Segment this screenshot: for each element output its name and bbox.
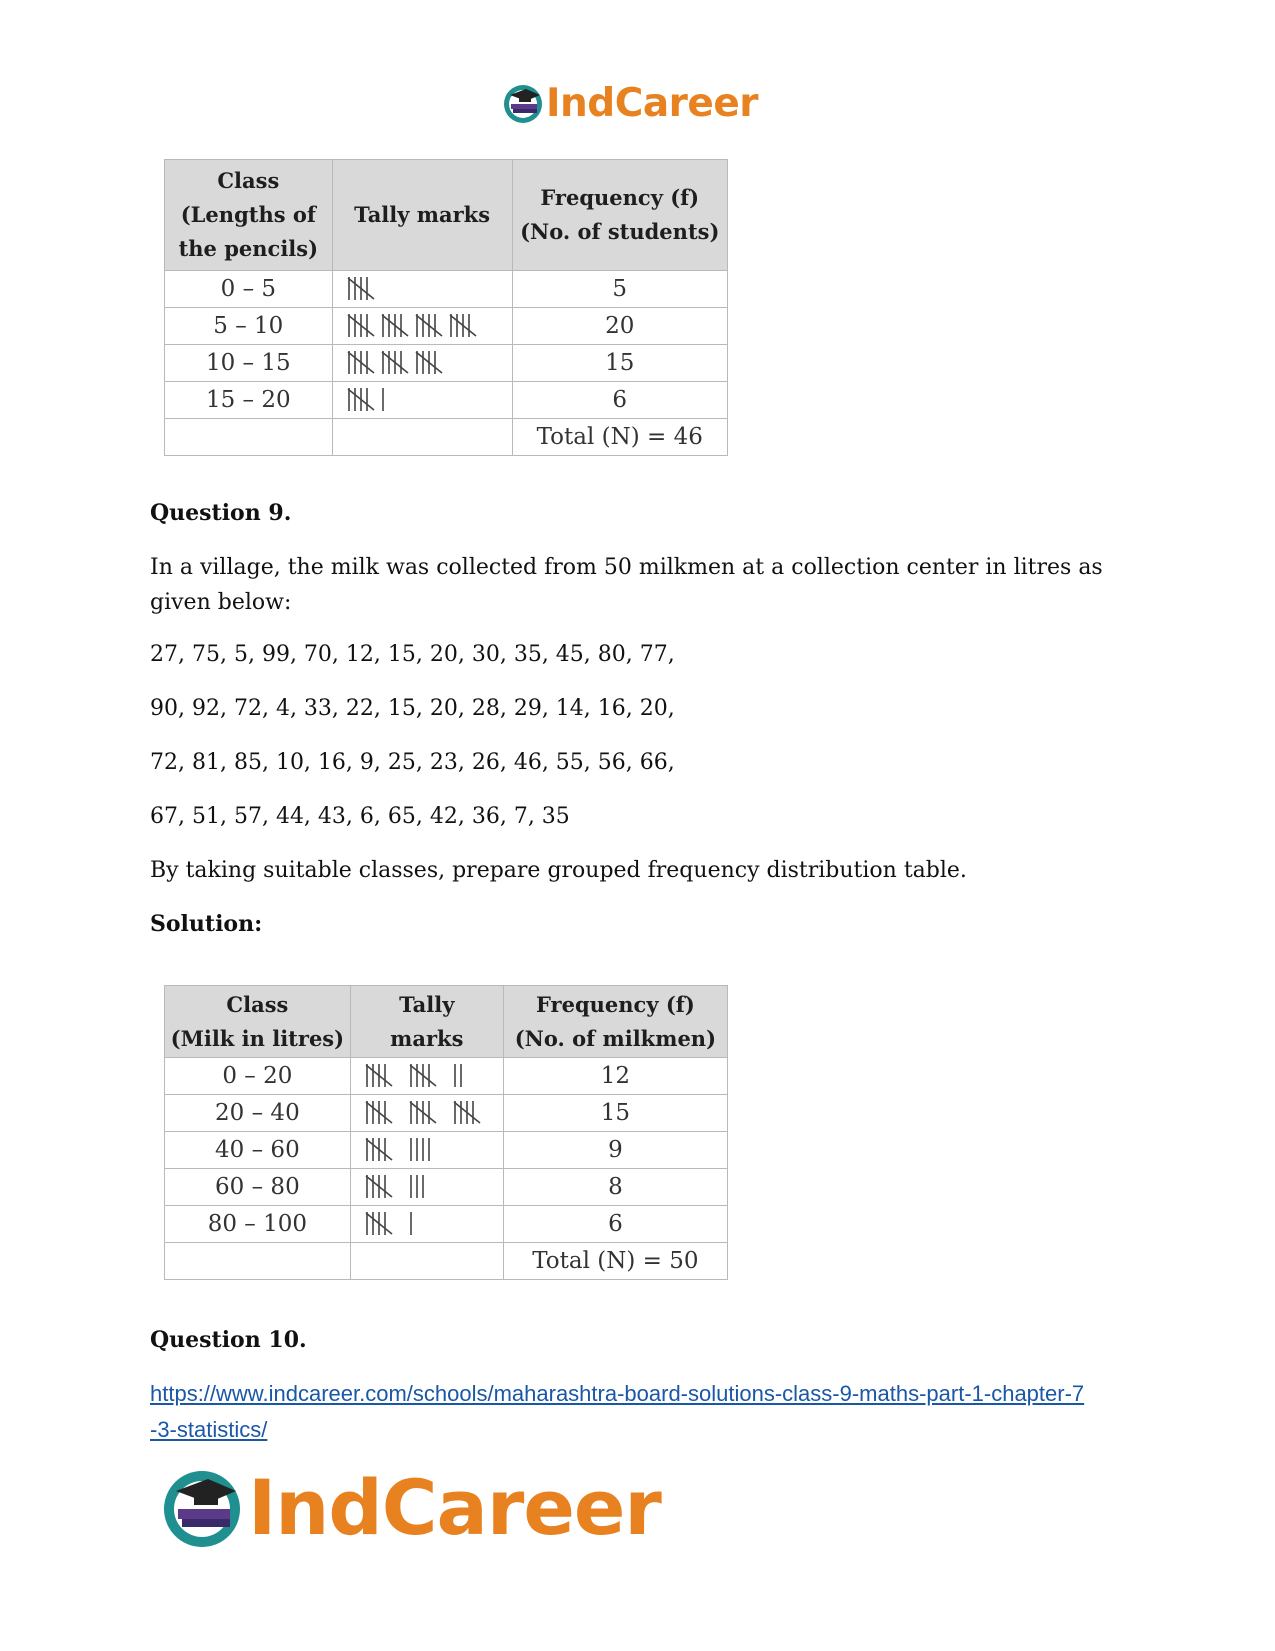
tally-marks-graphic [347,348,455,378]
question-9-text: In a village, the milk was collected from 50 milkmen at a collection center in litres as given below: [150,555,1103,615]
class-cell: 0 – 20 [165,1058,351,1095]
question-9-instruction: By taking suitable classes, prepare grouped frequency distribution table. [150,858,967,883]
tally-marks [350,1095,503,1132]
tally-marks [332,382,512,419]
frequency-cell: 15 [503,1095,727,1132]
frequency-cell: 9 [503,1132,727,1169]
class-cell: 60 – 80 [165,1169,351,1206]
empty-cell [165,1243,351,1280]
class-cell: 15 – 20 [165,382,333,419]
header-tally [350,986,503,1058]
pencil-lengths-frequency-table [164,159,728,456]
tally-marks-graphic [365,1061,471,1091]
total-row [165,1243,728,1280]
header-line: Frequency (f) [536,991,695,1017]
table-row [165,308,728,345]
tally-marks [332,308,512,345]
tally-marks-graphic [347,311,489,341]
header-line: (No. of students) [520,219,720,244]
tally-marks-graphic [365,1098,503,1128]
empty-cell [332,419,512,456]
class-cell: 40 – 60 [165,1132,351,1169]
frequency-cell: 15 [512,345,728,382]
indcareer-emblem-icon [160,1465,244,1549]
data-line: 72, 81, 85, 10, 16, 9, 25, 23, 26, 46, 55, 56, 66, [150,750,675,775]
tally-marks-graphic [347,274,387,304]
tally-marks [332,345,512,382]
indcareer-logo-top [502,80,758,126]
source-link-line[interactable]: -3-statistics/ [150,1417,268,1442]
empty-cell [165,419,333,456]
header-line: (No. of milkmen) [514,1025,717,1051]
header-line: Tally [399,991,455,1017]
class-cell: 5 – 10 [165,308,333,345]
question-9-heading: Question 9. [150,500,292,526]
frequency-cell: 8 [503,1169,727,1206]
data-line: 67, 51, 57, 44, 43, 6, 65, 42, 36, 7, 35 [150,804,570,829]
source-link[interactable] [150,1376,1140,1448]
class-cell: 0 – 5 [165,271,333,308]
tally-marks [350,1058,503,1095]
tally-marks [350,1132,503,1169]
table-row [165,1095,728,1132]
header-line: the pencils) [178,236,319,261]
header-tally [332,160,512,271]
header-class [165,986,351,1058]
frequency-cell: 6 [503,1206,727,1243]
data-line: 27, 75, 5, 99, 70, 12, 15, 20, 30, 35, 45, 80, 77, [150,642,675,667]
header-line: Frequency (f) [540,185,700,210]
table-row [165,1169,728,1206]
source-link-line[interactable]: https://www.indcareer.com/schools/maharashtra-board-solutions-class-9-maths-part-1-chapter-7 [150,1381,1085,1406]
tally-marks-graphic [365,1209,421,1239]
total-row [165,419,728,456]
frequency-cell: 12 [503,1058,727,1095]
table-row [165,1132,728,1169]
header-line: Class [226,991,289,1017]
header-class [165,160,333,271]
header-line: (Milk in litres) [170,1025,345,1051]
tally-marks [332,271,512,308]
table-row [165,1058,728,1095]
milk-collection-frequency-table [164,985,728,1280]
class-cell: 80 – 100 [165,1206,351,1243]
frequency-cell: 5 [512,271,728,308]
table-row [165,382,728,419]
total-cell: Total (N) = 50 [503,1243,727,1280]
tally-marks-graphic [365,1172,433,1202]
class-cell: 20 – 40 [165,1095,351,1132]
header-line: Class [217,168,280,193]
frequency-cell: 20 [512,308,728,345]
table-row [165,1206,728,1243]
table-row [165,345,728,382]
tally-marks-graphic [347,385,393,415]
class-cell: 10 – 15 [165,345,333,382]
header-frequency [503,986,727,1058]
indcareer-logo-bottom [160,1462,661,1552]
header-line: marks [390,1025,464,1051]
frequency-cell: 6 [512,382,728,419]
indcareer-emblem-icon [502,82,544,124]
header-line: Tally marks [354,202,491,227]
solution-heading: Solution: [150,911,263,937]
header-frequency [512,160,728,271]
tally-marks [350,1206,503,1243]
header-line: (Lengths of [180,202,316,227]
tally-marks [350,1169,503,1206]
total-cell: Total (N) = 46 [512,419,728,456]
logo-text: IndCareer [546,80,758,126]
empty-cell [350,1243,503,1280]
table-row [165,271,728,308]
logo-text: IndCareer [248,1462,661,1552]
tally-marks-graphic [365,1135,439,1165]
question-10-heading: Question 10. [150,1327,307,1353]
data-line: 90, 92, 72, 4, 33, 22, 15, 20, 28, 29, 14, 16, 20, [150,696,675,721]
